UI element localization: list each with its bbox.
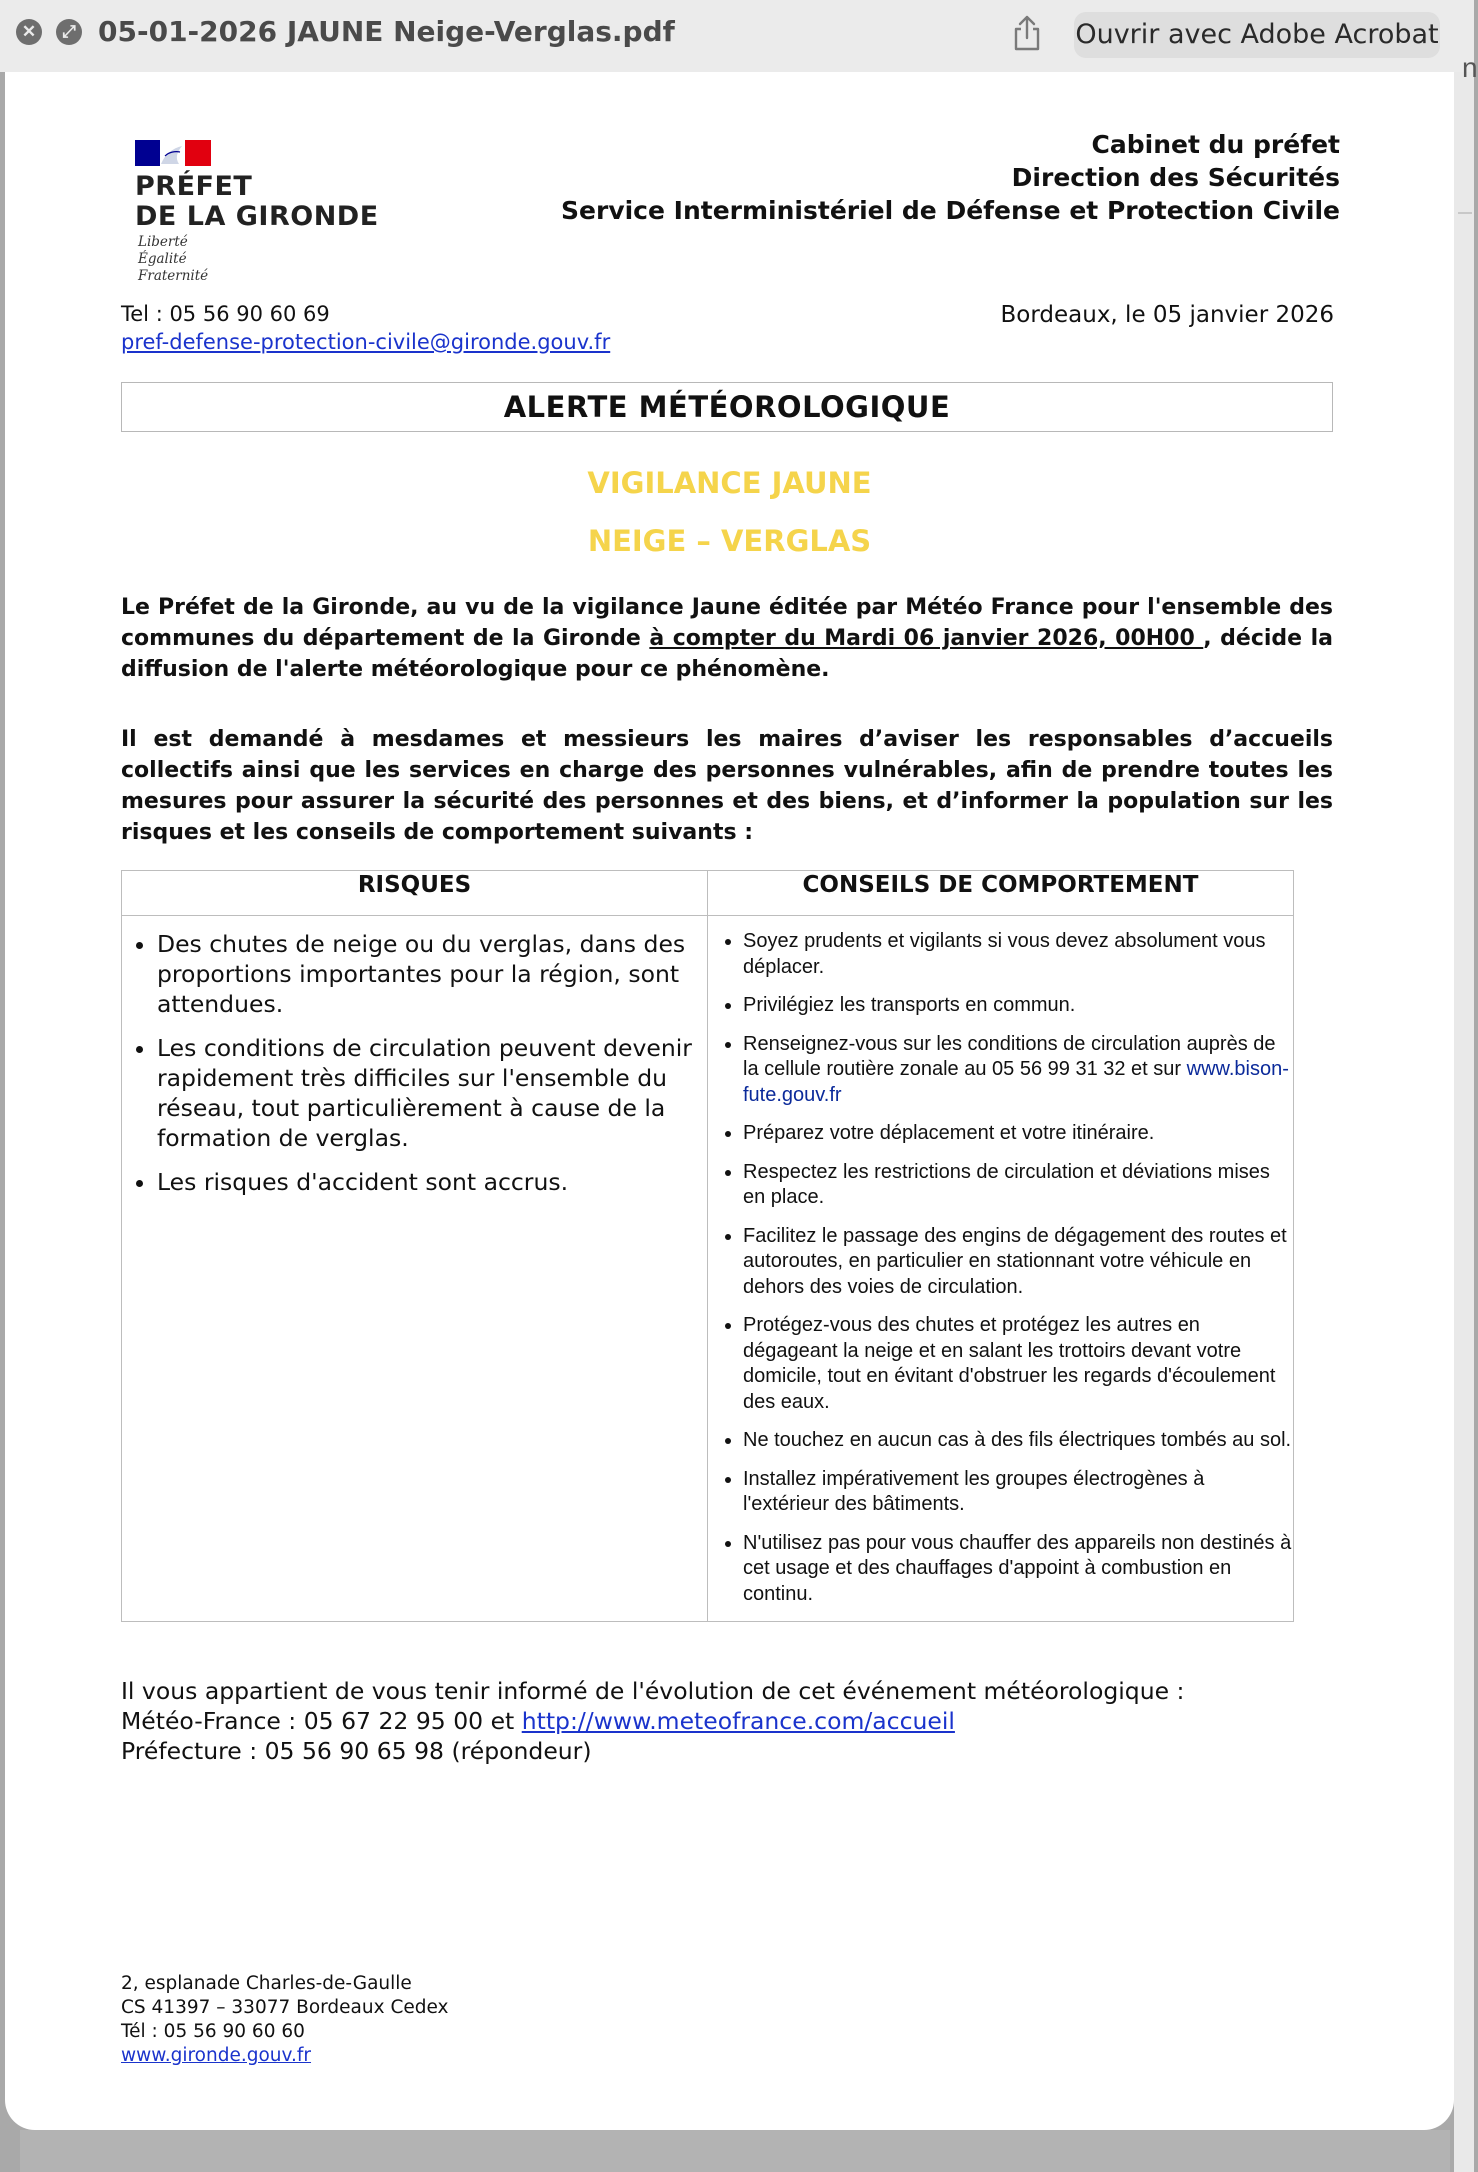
- list-item: • Ne touchez en aucun cas à des fils électriques tombés au sol.: [743, 1428, 1292, 1454]
- list-item: • Respectez les restrictions de circulation et déviations mises en place.: [743, 1160, 1292, 1211]
- information-section: Il vous appartient de vous tenir informé de l'évolution de cet événement météorologique : Météo-France : 05 67 22 95 00 et http://www.meteofrance.com/accueil Préfecture : 05 56 90 65 98 (répondeur): [121, 1677, 1185, 1765]
- document-date: Bordeaux, le 05 janvier 2026: [1000, 302, 1334, 328]
- quicklook-titlebar: [0, 0, 1474, 72]
- pdf-page: [5, 72, 1454, 2130]
- fullscreen-icon[interactable]: ⤢: [56, 19, 82, 45]
- phenomenon-type: NEIGE – VERGLAS: [587, 524, 872, 558]
- prefect-decision-paragraph: Le Préfet de la Gironde, au vu de la vigilance Jaune éditée par Météo France pour l'ensemble des communes du département de la Gironde à compter du Mardi 06 janvier 2026, 00H00 , décide la diffusion de l'alerte météorologique pour ce phénomène.: [121, 595, 1333, 682]
- share-icon[interactable]: [1012, 14, 1042, 52]
- effective-date: à compter du Mardi 06 janvier 2026, 00H00: [649, 626, 1204, 651]
- list-item: • Les conditions de circulation peuvent devenir rapidement très difficiles sur l'ensemble du réseau, tout particulièrement à cause de la formation de verglas.: [157, 1033, 706, 1153]
- gironde-website-link[interactable]: www.gironde.gouv.fr: [121, 2045, 312, 2066]
- list-item: • Facilitez le passage des engins de dégagement des routes et autoroutes, en particulier en stationnant votre véhicule en dehors des voies de circulation.: [743, 1224, 1292, 1301]
- file-name: 05-01-2026 JAUNE Neige-Verglas.pdf: [98, 15, 675, 48]
- marianne-flag-icon: [135, 138, 211, 170]
- contact-email-link[interactable]: pref-defense-protection-civile@gironde.gouv.fr: [121, 330, 611, 354]
- alert-title: ALERTE MÉTÉOROLOGIQUE: [121, 382, 1333, 432]
- list-item: • Les risques d'accident sont accrus.: [157, 1167, 706, 1197]
- advice-header: CONSEILS DE COMPORTEMENT: [708, 871, 1294, 916]
- prefet-logo-text: PRÉFET DE LA GIRONDE: [135, 171, 379, 232]
- list-item: • Préparez votre déplacement et votre itinéraire.: [743, 1121, 1292, 1147]
- mayors-request-paragraph: Il est demandé à mesdames et messieurs les maires d’aviser les responsables d’accueils collectifs ainsi que les services en charge des personnes vulnérables, afin de prendre toutes les mesures pour assurer la sécurité des personnes et des biens, et d’informer la population sur les risques et les conseils de comportement suivants :: [121, 727, 1333, 845]
- risks-list: [123, 929, 706, 1197]
- risks-cell: [122, 916, 708, 1622]
- list-item: • Des chutes de neige ou du verglas, dans des proportions importantes pour la région, sont attendues.: [157, 929, 706, 1019]
- republic-motto: Liberté Égalité Fraternité: [138, 234, 209, 284]
- list-item: • N'utilisez pas pour vous chauffer des appareils non destinés à cet usage et des chauffages d'appoint à combustion en continu.: [743, 1531, 1292, 1608]
- list-item: • Installez impérativement les groupes électrogènes à l'extérieur des bâtiments.: [743, 1467, 1292, 1518]
- vigilance-level: VIGILANCE JAUNE: [587, 466, 872, 500]
- list-item: • Renseignez-vous sur les conditions de circulation auprès de la cellule routière zonale au 05 56 99 31 32 et sur www.bison-fute.gouv.fr: [743, 1032, 1292, 1109]
- meteofrance-link[interactable]: http://www.meteofrance.com/accueil: [521, 1707, 955, 1735]
- list-item: • Soyez prudents et vigilants si vous devez absolument vous déplacer.: [743, 929, 1292, 980]
- contact-phone: Tel : 05 56 90 60 69: [121, 302, 330, 326]
- issuing-office: Cabinet du préfet Direction des Sécurités Service Interministériel de Défense et Protection Civile: [561, 130, 1340, 225]
- risks-advice-table: [121, 870, 1294, 1622]
- background-window-text: n: [1462, 52, 1478, 83]
- open-with-acrobat-button[interactable]: Ouvrir avec Adobe Acrobat: [1074, 12, 1440, 58]
- advice-list: [709, 929, 1292, 1607]
- prefecture-address: 2, esplanade Charles-de-Gaulle CS 41397 – 33077 Bordeaux Cedex Tél : 05 56 90 60 60 www.gironde.gouv.fr: [121, 1973, 449, 2066]
- page-shadow: [20, 2130, 1450, 2172]
- bison-fute-link[interactable]: www.bison-fute.gouv.fr: [743, 1058, 1289, 1106]
- background-window: [1454, 72, 1474, 2172]
- risks-header: RISQUES: [122, 871, 708, 916]
- list-item: • Protégez-vous des chutes et protégez les autres en dégageant la neige et en salant les trottoirs devant votre domicile, tout en évitant d'obstruer les regards d'écoulement des eaux.: [743, 1313, 1292, 1415]
- close-icon[interactable]: ✕: [16, 19, 42, 45]
- advice-cell: [708, 916, 1294, 1622]
- list-item: • Privilégiez les transports en commun.: [743, 993, 1292, 1019]
